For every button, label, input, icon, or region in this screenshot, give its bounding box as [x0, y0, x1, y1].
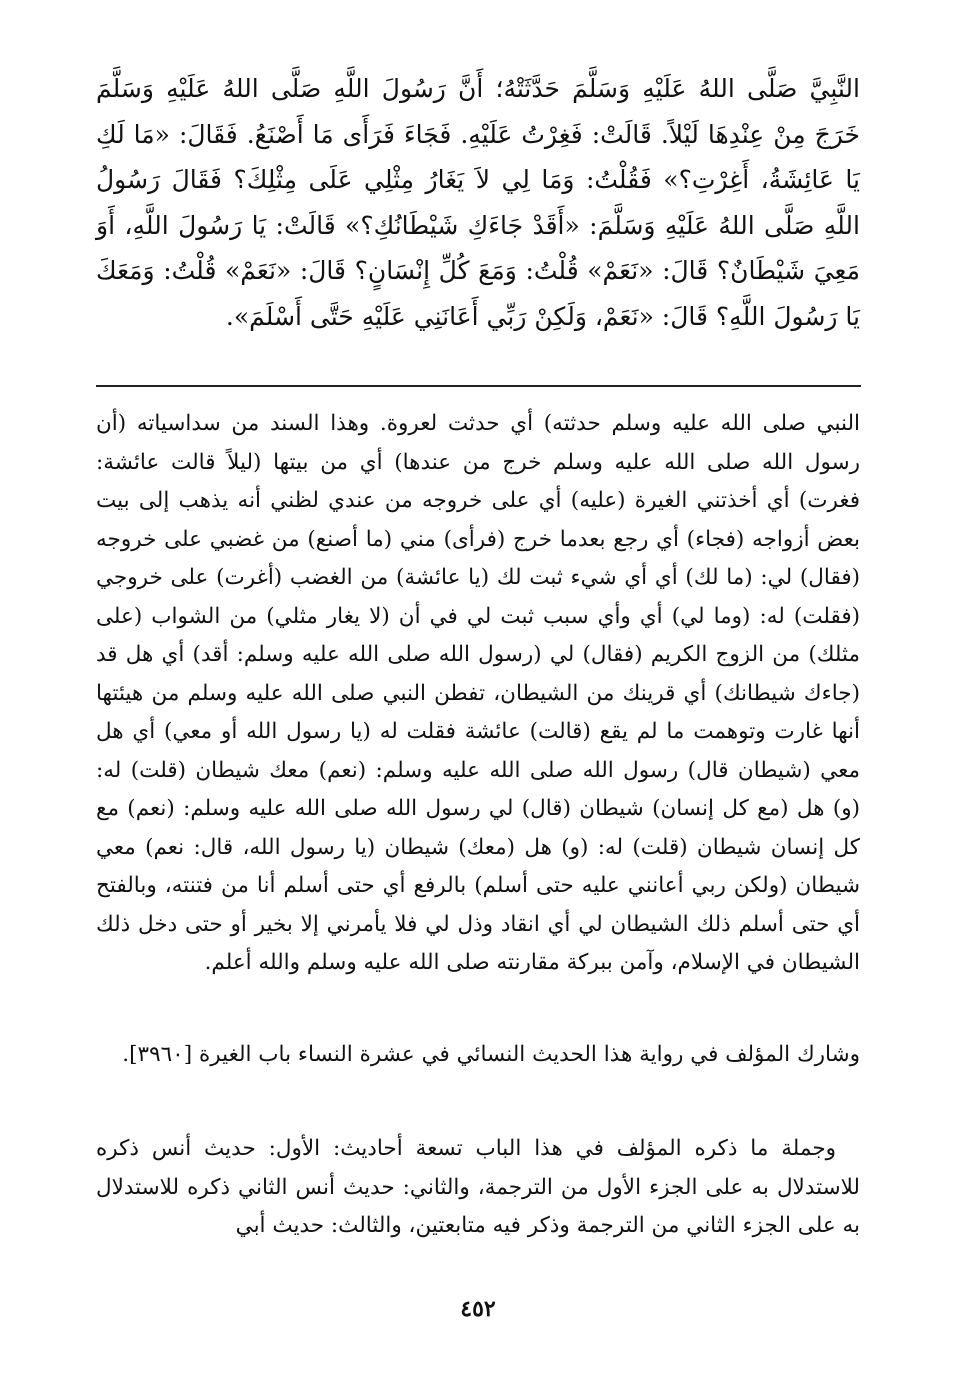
page-number: ٤٥٢ [460, 1296, 496, 1322]
commentary-block [96, 405, 860, 983]
participation-note: وشارك المؤلف في رواية هذا الحديث النسائي في عشرة النساء باب الغيرة [٣٩٦٠]. [122, 1042, 860, 1067]
commentary-text: النبي صلى الله عليه وسلم حدثته) أي حدثت لعروة. وهذا السند من سداسياته (أن رسول الله صلى الله عليه وسلم خرج من عندها) أي من بيتها (ليلاً قالت عائشة: فغرت) أي أخذتني الغيرة (عليه) أي على خروجه من عندي لظني أنه يذهب إلى بيت بعض أزواجه (فجاء) أي رجع بعدما خرج (فرأى) مني (ما أصنع) من غضبي على خروجه (فقال) لي: (ما لك) أي أي شيء ثبت لك (يا عائشة) من الغضب (أغرت) على خروجي (فقلت) له: (وما لي) أي وأي سبب ثبت لي في أن (لا يغار مثلي) من الشواب (على مثلك) من الزوج الكريم (فقال) لي (رسول الله صلى الله عليه وسلم: أقد) أي هل قد (جاءك شيطانك) أي قرينك من الشيطان، تفطن النبي صلى الله عليه وسلم من هيئتها أنها غارت وتوهمت ما لم يقع (قالت) عائشة فقلت له (يا رسول الله أو معي) أي هل معي (شيطان قال) رسول الله صلى الله عليه وسلم: (نعم) معك شيطان (قلت) له: (و) هل (مع كل إنسان) شيطان (قال) لي رسول الله صلى الله عليه وسلم: (نعم) مع كل إنسان شيطان (قلت) له: (و) هل (معك) شيطان (يا رسول الله، قال: نعم) معي شيطان (ولكن ربي أعانني عليه حتى أسلم) بالرفع أي حتى أسلم أنا من فتنته، وبالفتح أي حتى أسلم ذلك الشيطان لي أي انقاد وذل لي فلا يأمرني إلا بخير أو حتى دخل ذلك الشيطان في الإسلام، وآمن ببركة مقارنته صلى الله عليه وسلم والله أعلم. [96, 411, 860, 975]
hadith-block [96, 66, 860, 339]
chapter-summary: وجملة ما ذكره المؤلف في هذا الباب تسعة أحاديث: الأول: حديث أنس ذكره للاستدلال به على الجزء الأول من الترجمة، والثاني: حديث أنس الثاني ذكره للاستدلال به على الجزء الثاني من الترجمة وذكر فيه متابعتين، والثالث: حديث أبي [96, 1136, 860, 1238]
section-divider [96, 385, 861, 387]
hadith-text: النَّبِيَّ صَلَّى اللهُ عَلَيْهِ وَسَلَّمَ حَدَّثَتْهُ؛ أَنَّ رَسُولَ اللَّهِ صَلَّى اللهُ عَلَيْهِ وَسَلَّمَ خَرَجَ مِنْ عِنْدِهَا لَيْلاً. قَالَتْ: فَغِرْتُ عَلَيْهِ. فَجَاءَ فَرَأَى مَا أَصْنَعُ. فَقَالَ: «مَا لَكِ يَا عَائِشَةُ، أَغِرْتِ؟» فَقُلْتُ: وَمَا لِي لاَ يَغَارُ مِثْلِي عَلَى مِثْلِكَ؟ فَقَالَ رَسُولُ اللَّهِ صَلَّى اللهُ عَلَيْهِ وَسَلَّمَ: «أَقَدْ جَاءَكِ شَيْطَانُكِ؟» قَالَتْ: يَا رَسُولَ اللَّهِ، أَوَ مَعِيَ شَيْطَانٌ؟ قَالَ: «نَعَمْ» قُلْتُ: وَمَعَ كُلِّ إِنْسَانٍ؟ قَالَ: «نَعَمْ» قُلْتُ: وَمَعَكَ يَا رَسُولَ اللَّهِ؟ قَالَ: «نَعَمْ، وَلَكِنْ رَبِّي أَعَانَنِي عَلَيْهِ حَتَّى أَسْلَمَ». [96, 74, 860, 331]
participation-note-block [96, 1036, 860, 1075]
chapter-summary-block [96, 1130, 860, 1246]
